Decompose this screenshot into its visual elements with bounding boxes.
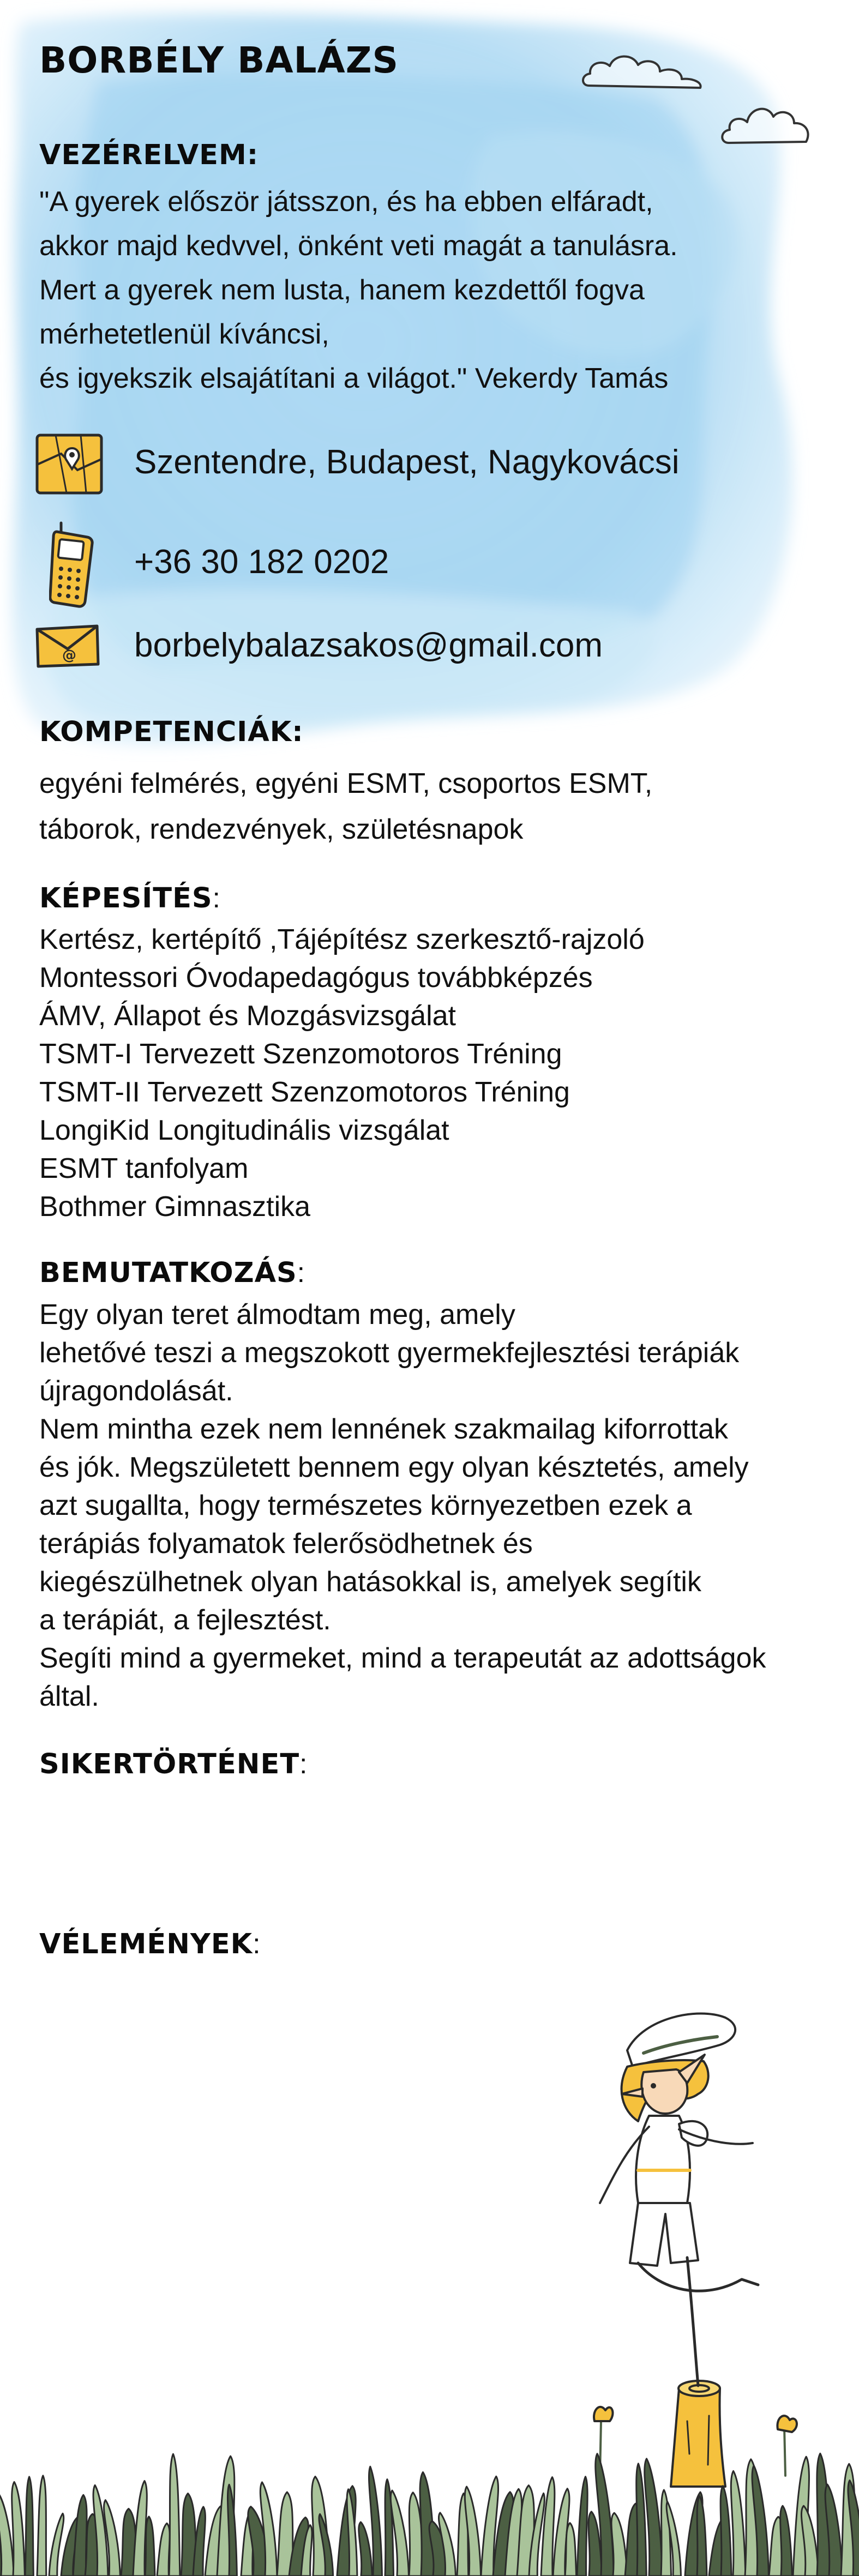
list-item: TSMT-I Tervezett Szenzomotoros Tréning [39,1038,562,1070]
introduction-line: újragondolását. [39,1375,233,1407]
list-item: TSMT-II Tervezett Szenzomotoros Tréning [39,1076,570,1108]
heading-colon: : [297,1257,305,1288]
competencies-heading: KOMPETENCIÁK: [39,716,304,748]
qualifications-list [39,920,645,1226]
location-text: Szentendre, Budapest, Nagykovácsi [134,443,680,481]
phone-icon [49,521,98,608]
list-item: LongiKid Longitudinális vizsgálat [39,1115,449,1146]
introduction-line: lehetővé teszi a megszokott gyermekfejlesztési terápiák [39,1337,740,1369]
qualifications-heading [39,882,221,914]
page-title: BORBÉLY BALÁZS [39,39,399,81]
introduction-line: terápiás folyamatok felerősödhetnek és [39,1528,533,1560]
motto-line: "A gyerek először játsszon, és ha ebben elfáradt, [39,186,653,218]
opinions-heading [39,1928,261,1960]
heading-colon: : [299,1748,308,1779]
introduction-line: Segíti mind a gyermeket, mind a terapeutát az adottságok [39,1642,766,1674]
svg-text:@: @ [62,647,76,664]
list-item: ESMT tanfolyam [39,1153,249,1184]
introduction-line: Egy olyan teret álmodtam meg, amely [39,1299,515,1331]
success-story-heading [39,1748,308,1780]
introduction-line: a terápiát, a fejlesztést. [39,1604,331,1636]
motto-quote [39,180,678,401]
introduction-heading-text: BEMUTATKOZÁS [39,1257,297,1289]
list-item: Bothmer Gimnasztika [39,1191,311,1223]
list-item: Kertész, kertépítő ,Tájépítész szerkesztő-rajzoló [39,924,645,955]
grass-border-icon [0,2437,859,2576]
competencies-line: egyéni felmérés, egyéni ESMT, csoportos ESMT, [39,768,653,799]
motto-line: Mert a gyerek nem lusta, hanem kezdettől fogva [39,274,645,306]
heading-colon: : [212,882,221,913]
competencies-text [39,761,652,852]
envelope-icon [34,622,101,669]
cloud-icon [578,46,709,95]
cloud-icon [719,93,814,153]
introduction-text [39,1296,766,1716]
introduction-line: Nem mintha ezek nem lennének szakmailag kiforrottak [39,1413,729,1445]
list-item: Montessori Óvodapedagógus továbbképzés [39,962,593,994]
heading-colon: : [253,1928,261,1959]
introduction-heading [39,1256,305,1289]
success-story-heading-text: SIKERTÖRTÉNET [39,1748,300,1780]
introduction-line: és jók. Megszületett bennem egy olyan késztetés, amely [39,1452,749,1483]
phone-text: +36 30 182 0202 [134,543,389,581]
map-icon [34,432,105,496]
opinions-heading-text: VÉLEMÉNYEK [39,1928,253,1960]
motto-line: mérhetetlenül kíváncsi, [39,318,329,350]
qualifications-heading-text: KÉPESÍTÉS [39,882,213,914]
introduction-line: kiegészülhetnek olyan hatásokkal is, amelyek segítik [39,1566,701,1598]
motto-line: és igyekszik elsajátítani a világot." Vekerdy Tamás [39,363,669,394]
introduction-line: azt sugallta, hogy természetes környezetben ezek a [39,1490,692,1521]
motto-line: akkor majd kedvvel, önként veti magát a tanulásra. [39,230,678,262]
competencies-line: táborok, rendezvények, születésnapok [39,814,524,845]
email-text: borbelybalazsakos@gmail.com [134,627,603,664]
motto-heading: VEZÉRELVEM: [39,139,259,171]
introduction-line: által. [39,1681,99,1712]
list-item: ÁMV, Állapot és Mozgásvizsgálat [39,1000,456,1032]
